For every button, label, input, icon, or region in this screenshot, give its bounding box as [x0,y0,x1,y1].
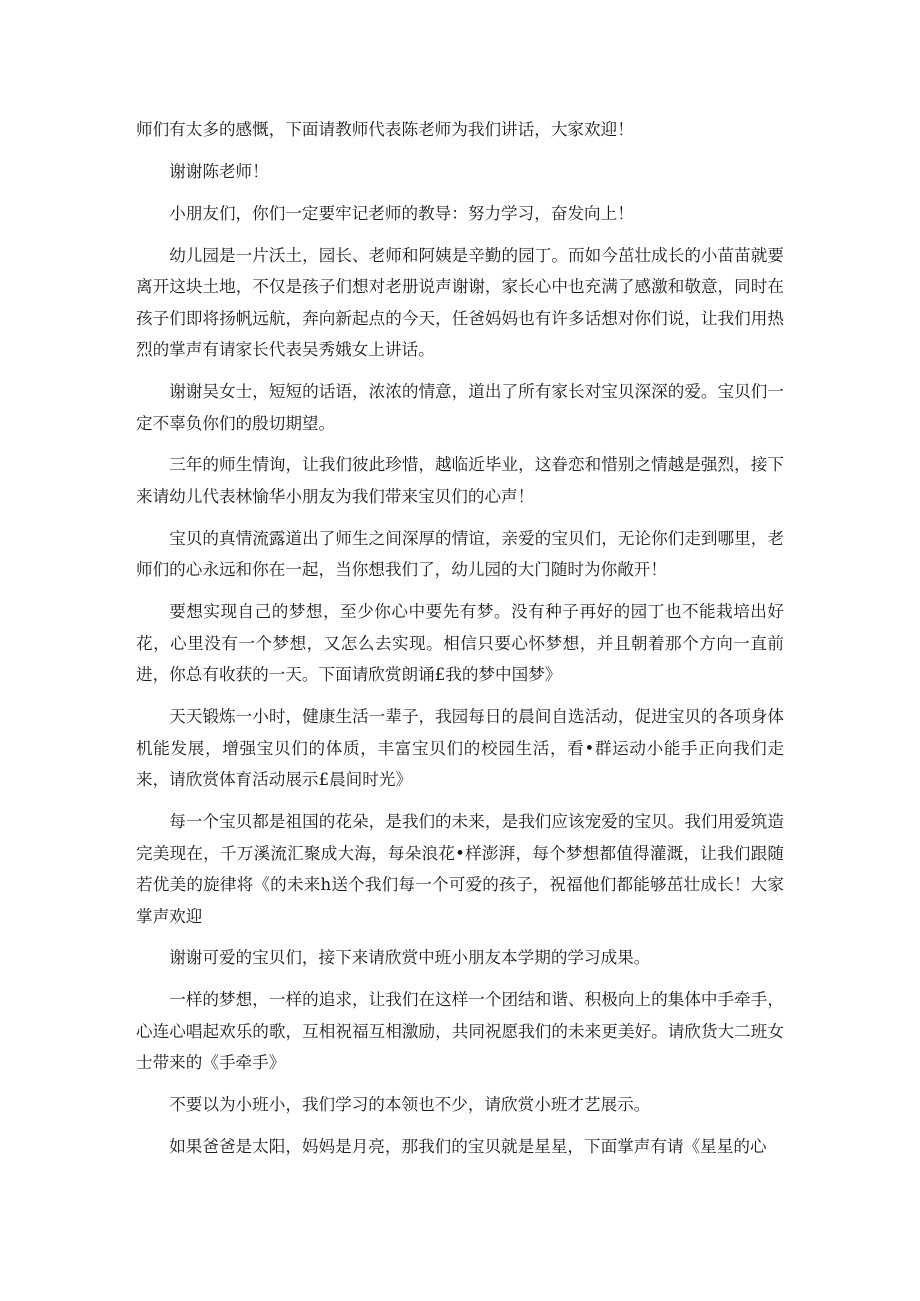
paragraph: 三年的师生情询，让我们彼此珍惜，越临近毕业，这眷恋和惜别之情越是强烈，接下来请幼儿代表林愉华小朋友为我们带来宝贝们的心声！ [136,455,784,506]
paragraph: 宝贝的真情流露道出了师生之间深厚的情谊，亲爱的宝贝们，无论你们走到哪里，老师们的心永远和你在一起，当你想我们了，幼儿园的大门随时为你敞开！ [136,528,784,580]
paragraph: 谢谢可爱的宝贝们，接下来请欣赏中班小朋友本学期的学习成果。 [169,948,651,968]
paragraph: 谢谢陈老师！ [169,161,269,181]
paragraph: 小朋友们，你们一定要牢记老师的教导：努力学习，奋发向上！ [169,203,634,223]
paragraph: 师们有太多的感慨，下面请教师代表陈老师为我们讲话，大家欢迎！ [136,120,634,139]
paragraph: 如果爸爸是太阳，妈妈是月亮，那我们的宝贝就是星星，下面掌声有请《星星的心 [169,1137,767,1157]
paragraph: 幼儿园是一片沃土，园长、老师和阿姨是辛勤的园丁。而如今茁壮成长的小苗苗就要离开这块土地，不仅是孩子们想对老册说声谢谢，家长心中也充满了感激和敬意，同时在孩子们即将扬帆远航，奔向新起点的今天，任爸妈妈也有许多话想对你们说，让我们用热烈的掌声有请家长代表吴秀娥女上讲话。 [136,245,784,360]
paragraph: 不要以为小班小，我们学习的本领也不少，请欣赏小班才艺展示。 [169,1095,651,1115]
paragraph: 一样的梦想，一样的追求，让我们在这样一个团结和谐、积极向上的集体中手牵手，心连心唱起欢乐的歌，互相祝福互相激励，共同祝愿我们的未来更美好。请欣货大二班女士带来的《手牵手》 [136,990,784,1073]
paragraph: 每一个宝贝都是祖国的花朵，是我们的未来，是我们应该宠爱的宝贝。我们用爱筑造完美现在，千万溪流汇聚成大海，每朵浪花•样澎湃，每个梦想都值得灌溉，让我们跟随若优美的旋律将《的未来h送个我们每一个可爱的孩子，祝福他们都能够茁壮成长！大家掌声欢迎 [136,812,784,926]
paragraph: 谢谢吴女士，短短的话语，浓浓的情意，道出了所有家长对宝贝深深的爱。宝贝们一定不辜负你们的殷切期望。 [136,382,784,433]
document-body [136,114,784,1173]
paragraph: 要想实现自己的梦想，至少你心中要先有梦。没有种子再好的园丁也不能栽培出好花，心里没有一个梦想，又怎么去实现。相信只要心怀梦想，并且朝着那个方向一直前进，你总有收获的一天。下面请欣赏朗诵£我的梦中国梦》 [136,602,784,685]
paragraph: 天天锻炼一小时，健康生活一辈子，我园每日的晨间自选活动，促进宝贝的各项身体机能发展，增强宝贝们的体质，丰富宝贝们的校园生活，看•群运动小能手正向我们走来，请欣赏体育活动展示£晨间时光》 [136,707,784,790]
